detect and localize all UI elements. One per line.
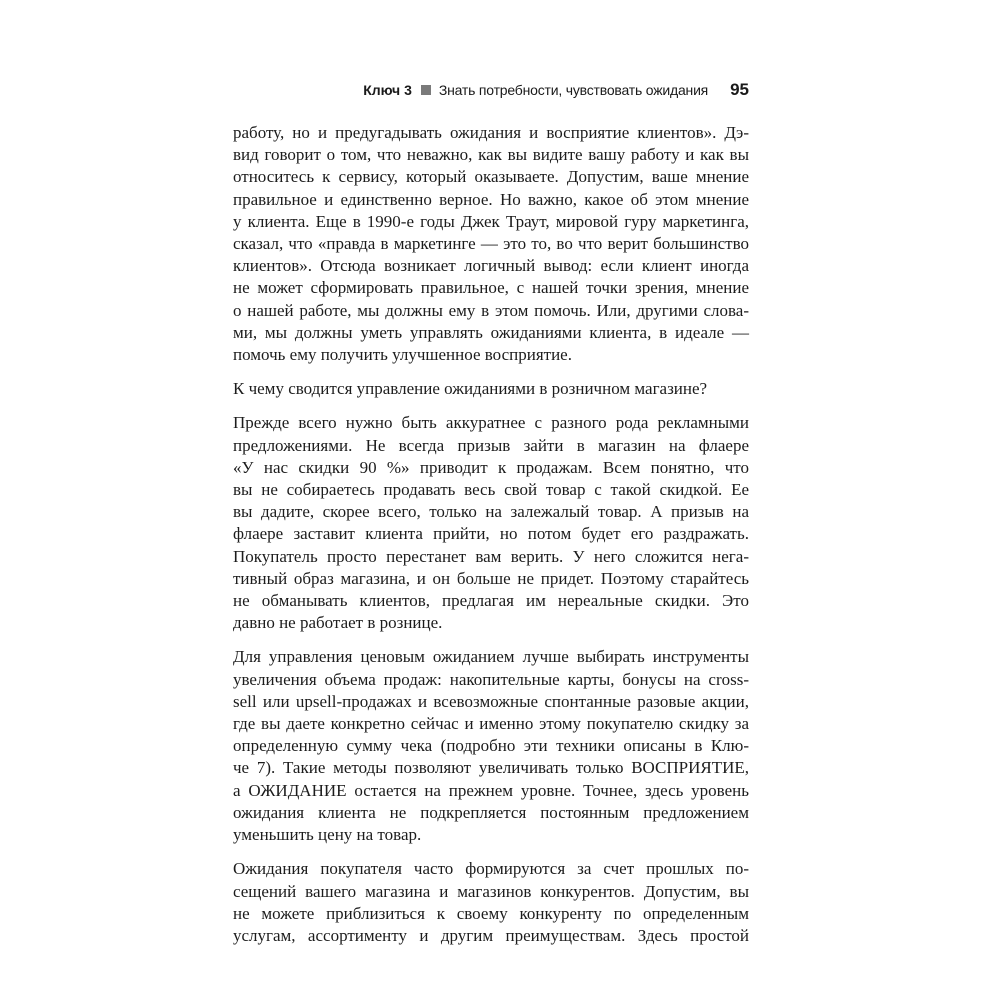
text-line: уменьшить цену на товар. — [233, 825, 422, 845]
text-line: флаере заставит клиента прийти, но потом будет его раздражать. — [233, 524, 749, 544]
chapter-key-label: Ключ 3 — [363, 82, 412, 98]
text-line: где вы даете конкретно сейчас и именно этому покупателю скидку за — [233, 714, 749, 734]
text-line: работу, но и предугадывать ожидания и восприятие клиентов». Дэ- — [233, 123, 749, 142]
text-line: относитесь к сервису, который оказываете. Допустим, ваше мнение — [233, 167, 749, 187]
text-line: сещений вашего магазина и магазинов конкурентов. Допустим, вы — [233, 881, 749, 901]
running-header — [363, 80, 749, 100]
body-text — [233, 122, 749, 959]
paragraph — [233, 858, 749, 947]
text-line: че 7). Такие методы позволяют увеличивать только ВОСПРИЯТИЕ, — [233, 758, 749, 778]
text-line: Покупатель просто перестанет вам верить. У него сложится нега- — [233, 546, 749, 566]
text-line: услугам, ассортименту и другим преимуществам. Здесь простой — [233, 925, 749, 945]
text-line: помочь ему получить улучшенное восприятие. — [233, 345, 572, 365]
paragraph — [233, 122, 749, 366]
text-line: правильное и единственно верное. Но важно, какое об этом мнение — [233, 189, 749, 209]
paragraph — [233, 378, 749, 400]
text-line: клиентов». Отсюда возникает логичный вывод: если клиент иногда — [233, 256, 749, 276]
text-line: вы не собираетесь продавать весь свой товар с такой скидкой. Ее — [233, 480, 749, 500]
text-line: не можете приблизиться к своему конкуренту по определенным — [233, 903, 749, 923]
paragraph — [233, 412, 749, 634]
text-line: не может сформировать правильное, с нашей точки зрения, мнение — [233, 278, 749, 298]
text-line: тивный образ магазина, и он больше не придет. Поэтому старайтесь — [233, 568, 749, 588]
chapter-title: Знать потребности, чувствовать ожидания — [438, 82, 709, 98]
text-line: сказал, что «правда в маркетинге — это то, во что верит большинство — [233, 234, 749, 254]
text-line: Прежде всего нужно быть аккуратнее с разного рода рекламными — [233, 413, 749, 433]
text-line: ми, мы должны уметь управлять ожиданиями клиента, в идеале — — [233, 322, 749, 342]
text-line: о нашей работе, мы должны ему в этом помочь. Или, другими слова- — [233, 300, 749, 320]
text-line: К чему сводится управление ожиданиями в розничном магазине? — [233, 379, 708, 399]
paragraph — [233, 646, 749, 846]
text-line: «У нас скидки 90 %» приводит к продажам. Всем понятно, что — [233, 457, 749, 477]
square-bullet-icon — [421, 85, 431, 95]
text-line: Для управления ценовым ожиданием лучше выбирать инструменты — [233, 647, 749, 667]
text-line: а ОЖИДАНИЕ остается на прежнем уровне. Точнее, здесь уровень — [233, 780, 749, 800]
book-page — [233, 0, 749, 1000]
text-line: Ожидания покупателя часто формируются за счет прошлых по- — [233, 859, 749, 879]
text-line: давно не работает в рознице. — [233, 613, 443, 633]
text-line: ожидания клиента не подкрепляется постоянным предложением — [233, 802, 749, 822]
text-line: вид говорит о том, что неважно, как вы видите вашу работу и как вы — [233, 145, 749, 165]
text-line: увеличения объема продаж: накопительные карты, бонусы на cross- — [233, 669, 749, 689]
page-number: 95 — [730, 80, 749, 99]
text-line: вы дадите, скорее всего, только на залежалый товар. А призыв на — [233, 502, 749, 522]
text-line: не обманывать клиентов, предлагая им нереальные скидки. Это — [233, 591, 749, 611]
text-line: у клиента. Еще в 1990-е годы Джек Траут, мировой гуру маркетинга, — [233, 211, 749, 231]
text-line: определенную сумму чека (подробно эти техники описаны в Клю- — [233, 736, 749, 756]
text-line: sell или upsell-продажах и всевозможные спонтанные разовые акции, — [233, 691, 749, 711]
text-line: предложениями. Не всегда призыв зайти в магазин на флаере — [233, 435, 749, 455]
